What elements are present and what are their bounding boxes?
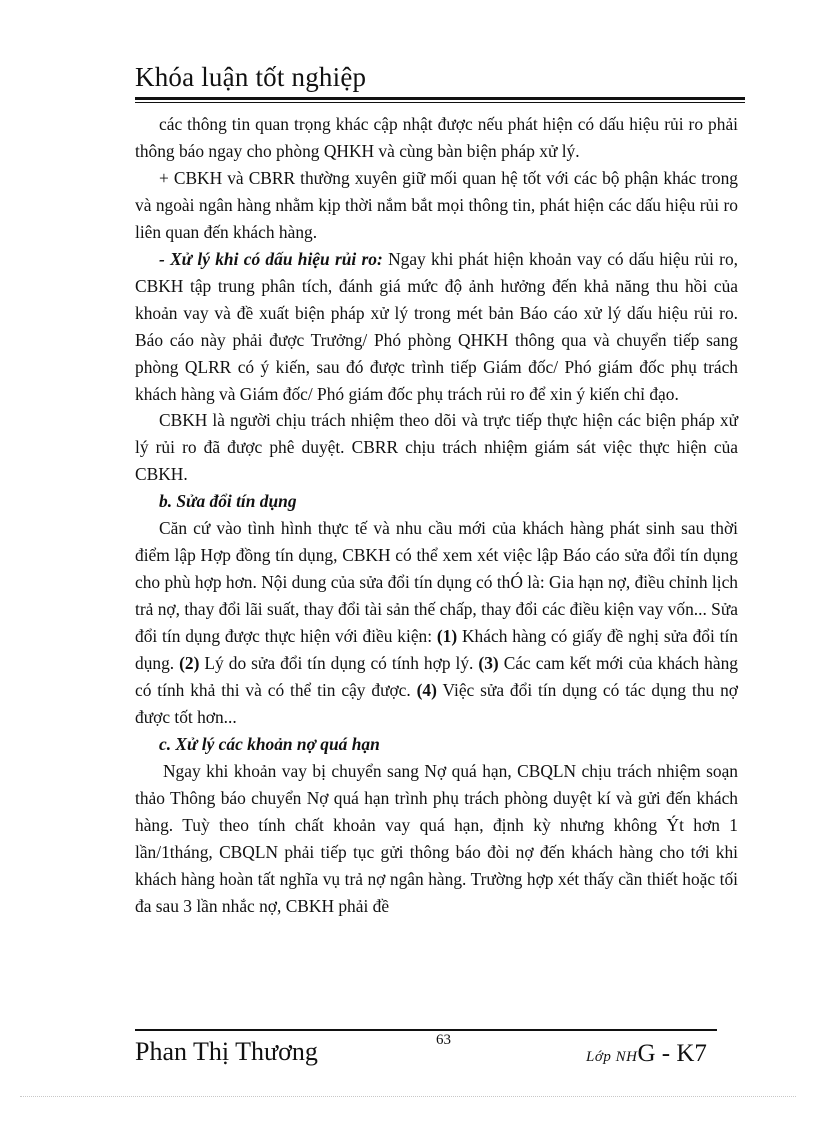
footer-author: Phan Thị Thương [135, 1037, 318, 1066]
paragraph-text: Khách hàng có giấy đề nghị sửa đổi tín dụng. [135, 626, 738, 674]
footer-class-suffix: G - K7 [637, 1040, 707, 1067]
section-heading-b: b. Sửa đổi tín dụng [159, 491, 297, 512]
footer-class [586, 1040, 707, 1068]
paragraph-text: Căn cứ vào tình hình thực tế và nhu cầu mới của khách hàng phát sinh sau thời điểm lập Hợp đồng tín dụng, CBKH có thể xem xét việc lập Báo cáo sửa đổi tín dụng cho phù hợp hơn. Nội dung của sửa đổi tín dụng có thÓ là: Gia hạn nợ, điều chỉnh lịch trả nợ, thay đổi lãi suất, thay đổi tài sản thế chấp, thay đổi các điều kiện vay vốn... Sửa đổi tín dụng được thực hiện với điều kiện: [135, 518, 738, 647]
paragraph-text: Việc sửa đổi tín dụng có tác dụng thu nợ được tốt hơn... [135, 680, 738, 727]
list-number: (2) [179, 653, 200, 674]
paragraph: các thông tin quan trọng khác cập nhật được nếu phát hiện có dấu hiệu rủi ro phải thông báo ngay cho phòng QHKH và cùng bàn biện pháp xử lý. [135, 114, 738, 161]
inline-heading: - Xử lý khi có dấu hiệu rủi ro: [159, 248, 383, 269]
document-body [135, 111, 738, 920]
page-bottom-border [20, 1096, 796, 1097]
list-number: (1) [436, 626, 458, 647]
list-number: (3) [478, 653, 499, 674]
page-number: 63 [436, 1032, 451, 1048]
paragraph: Ngay khi khoản vay bị chuyển sang Nợ quá hạn, CBQLN chịu trách nhiệm soạn thảo Thông báo chuyển Nợ quá hạn trình phụ trách phòng duyệt kí và gửi đến khách hàng. Tuỳ theo tính chất khoản vay quá hạn, định kỳ nhưng không Ýt hơn 1 lần/1tháng, CBQLN phải tiếp tục gửi thông báo đòi nợ đến khách hàng cho tới khi khách hàng hoàn tất nghĩa vụ trả nợ ngân hàng. Trường hợp xét thấy cần thiết hoặc tối đa sau 3 lần nhắc nợ, CBKH phải đề [135, 760, 738, 916]
paragraph: CBKH là người chịu trách nhiệm theo dõi và trực tiếp thực hiện các biện pháp xử lý rủi ro đã được phê duyệt. CBRR chịu trách nhiệm giám sát việc thực hiện của CBKH. [135, 410, 738, 485]
paragraph-text: Các cam kết mới của khách hàng có tính khả thi và có thể tin cậy được. [135, 653, 738, 701]
paragraph-text: Lý do sửa đổi tín dụng có tính hợp lý. [199, 653, 479, 674]
paragraph-text: Ngay khi phát hiện khoản vay có dấu hiệu rủi ro, CBKH tập trung phân tích, đánh giá mức độ ảnh hưởng đến khả năng thu hồi của khoản vay và đề xuất biện pháp xử lý trong mét bản Báo cáo xử lý dấu hiệu rủi ro. Báo cáo này phải được Trưởng/ Phó phòng QHKH thông qua và chuyển tiếp sang phòng QLRR có ý kiến, sau đó được trình tiếp Giám đốc/ Phó giám đốc phụ trách khách hàng và Giám đốc/ Phó giám đốc phụ trách rủi ro để xin ý kiến chỉ đạo. [135, 248, 738, 404]
section-heading-c: c. Xử lý các khoản nợ quá hạn [159, 733, 380, 754]
footer-class-prefix: Lớp NH [586, 1049, 638, 1065]
paragraph [135, 515, 738, 731]
page-header-title: Khóa luận tốt nghiệp [135, 62, 367, 92]
paragraph [135, 246, 738, 408]
list-number: (4) [416, 680, 437, 701]
paragraph: + CBKH và CBRR thường xuyên giữ mối quan hệ tốt với các bộ phận khác trong và ngoài ngân hàng nhằm kịp thời nắm bắt mọi thông tin, phát hiện các dấu hiệu rủi ro liên quan đến khách hàng. [135, 167, 738, 242]
footer-rule [135, 1029, 717, 1031]
header-rule-thick [135, 97, 745, 100]
header-rule-thin [135, 102, 745, 103]
